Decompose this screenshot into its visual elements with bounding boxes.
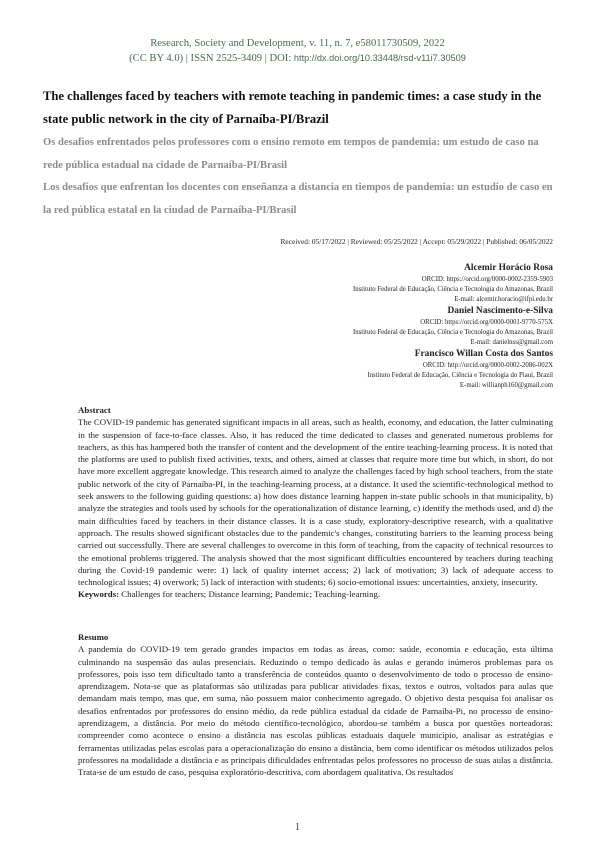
author-orcid[interactable]: ORCID: http://orcid.org/0000-0002-2086-002X xyxy=(422,362,553,369)
author-name: Alcemir Horácio Rosa xyxy=(464,263,553,273)
abstract-section xyxy=(78,404,553,601)
author-email[interactable]: E-mail: alcemir.horacio@ifpi.edu.br xyxy=(454,296,553,303)
page-number: 1 xyxy=(295,822,300,833)
keywords-list: Challenges for teachers; Distance learning; Pandemic; Teaching-learning. xyxy=(119,589,381,600)
keywords xyxy=(78,588,553,600)
author-email[interactable]: E-mail: danielnss@gmail.com xyxy=(470,339,553,346)
author-institution: Instituto Federal de Educação, Ciência e Tecnologia do Amazonas, Brazil xyxy=(352,329,553,336)
title-english: The challenges faced by teachers with remote teaching in pandemic times: a case study in the state public network in the city of Parnaíba-PI/Brazil xyxy=(43,89,542,126)
journal-license-issn-doi xyxy=(0,51,595,66)
author-orcid[interactable]: ORCID: https://orcid.org/0000-0002-2359-5903 xyxy=(421,276,553,283)
publication-dates: Received: 05/17/2022 | Reviewed: 05/25/2022 | Accept: 05/29/2022 | Published: 06/05/2022 xyxy=(280,237,553,246)
author-orcid[interactable]: ORCID: https://orcid.org/0000-0001-9770-575X xyxy=(420,319,553,326)
license-issn: (CC BY 4.0) | ISSN 2525-3409 | DOI: xyxy=(129,53,294,64)
resumo-heading: Resumo xyxy=(78,632,109,642)
author-name: Francisco Willan Costa dos Santos xyxy=(414,349,553,359)
author-institution: Instituto Federal de Educação, Ciência e Tecnologia do Piauí, Brazil xyxy=(367,372,553,379)
author-email[interactable]: E-mail: willianph160@gmail.com xyxy=(459,382,553,389)
author-block xyxy=(153,262,553,305)
author-block xyxy=(153,348,553,391)
title-spanish: Los desafíos que enfrentan los docentes con enseñanza a distancia en tiempos de pandemia: un estudio de caso en la red pública estatal en la ciudad de Parnaíba-PI/Brasil xyxy=(43,182,553,216)
keywords-label: Keywords: xyxy=(78,589,120,600)
doi-link[interactable]: http://dx.doi.org/10.33448/rsd-v11i7.30509 xyxy=(293,53,466,63)
resumo-body: A pandemia do COVID-19 tem gerado grandes impactos em todas as áreas, como: saúde, economia e educação, esta última culminando na suspensão das aulas presenciais. Reduzindo o tempo dedicado às aulas e gerando inúmeros problemas para os professores, pois isso tem dificultado tanto a transferência de conteúdos quanto o desenvolvimento de todo o processo de ensino-aprendizagem. Nota-se que as plataformas são utilizadas para publicar atividades fixas, textos e outros, voltados para aulas que demandam mais tempo, mas que, em suma, não possuem maior conhecimento agregado. O objetivo desta pesquisa foi analisar os desafios enfrentados por professores do ensino médio, da rede pública estadual da cidade de Parnaíba-Pi, no processo de ensino-aprendizagem, a distância. Por meio do método científico-tecnológico, abordou-se também a busca por questões norteadoras: compreender como acontece o ensino a distância nas escolas públicas estaduais daquele município, analisar as estratégias e ferramentas utilizadas pelas escolas para a operacionalização do ensino a distância, bem como identificar os métodos utilizados pelos professores na modalidade a distância e as principais dificuldades enfrentadas pelos professores no processo de suas aulas a distância. Trata-se de um estudo de caso, pesquisa exploratório-descritiva, com abordagem qualitativa. Os resultados xyxy=(78,644,553,778)
journal-header xyxy=(0,37,595,66)
abstract-body: The COVID-19 pandemic has generated significant impacts in all areas, such as health, economy, and education, the latter culminating in the suspension of face-to-face classes. Also, it has reduced the time dedicated to classes and generated numerous problems for teachers, as this has hampered both the transfer of content and the development of the entire teaching-learning process. It is noted that the platforms are used to publish fixed activities, texts, and others, aimed at classes that require more time but which, in short, do not have more excellent aggregate knowledge. This research aimed to analyze the challenges faced by high school teachers, from the state public network of the city of Parnaíba-PI, in the teaching-learning process, at a distance. It used the scientific-technological method to seek answers to the following guiding questions: a) how does distance learning happen in-state public schools in that municipality, b) analyze the strategies and tools used by schools for the operationalization of distance learning, c) identify the methods used, and d) the main difficulties faced by teachers in their distance classes. It is a case study, exploratory-descriptive research, with a qualitative approach. The results showed significant obstacles due to the pandemic's changes, constituting barriers to the learning process being carried out successfully. There are several challenges to overcome in this form of teaching, from the capacity of technical resources to the emotional problems triggered. The analysis showed that the most significant difficulties encountered by teachers during teaching during the Covid-19 pandemic were: 1) lack of quality internet access; 2) lack of motivation; 3) lack of adequate access to technological issues; 4) overwork; 5) lack of interaction with students; 6) socio-emotional issues: uncertainties, anxiety, insecurity. xyxy=(78,417,553,588)
author-institution: Instituto Federal de Educação, Ciência e Tecnologia do Amazonas, Brazil xyxy=(352,286,553,293)
resumo-section xyxy=(78,631,553,779)
abstract-heading: Abstract xyxy=(78,405,111,415)
author-block xyxy=(153,305,553,348)
journal-citation: Research, Society and Development, v. 11, n. 7, e58011730509, 2022 xyxy=(150,38,445,49)
author-name: Daniel Nascimento-e-Silva xyxy=(447,306,553,316)
author-list xyxy=(153,262,553,391)
title-portuguese: Os desafios enfrentados pelos professores com o ensino remoto em tempos de pandemia: um estudo de caso na rede pública estadual na cidade de Parnaíba-PI/Brasil xyxy=(43,137,539,171)
